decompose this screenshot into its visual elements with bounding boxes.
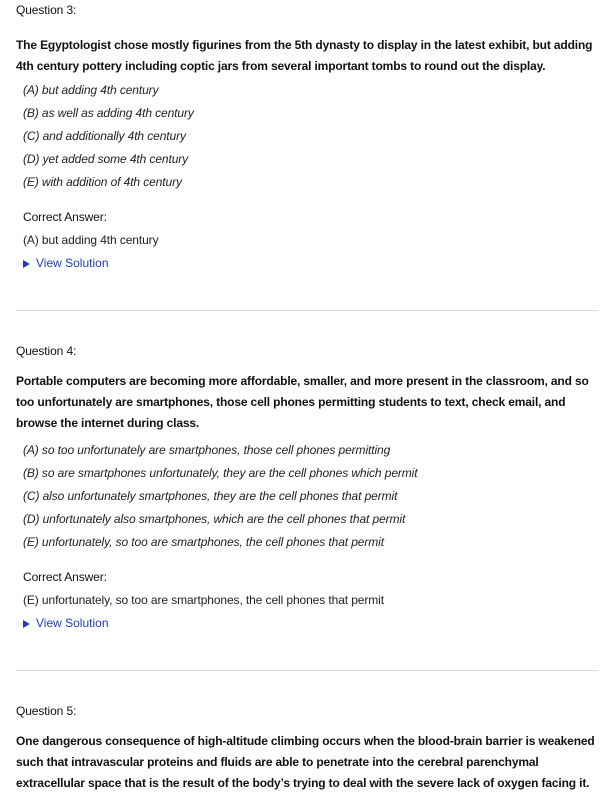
question-3-option-d[interactable]: (D) yet added some 4th century [23,152,189,166]
triangle-right-icon [23,620,30,628]
question-5-title: Question 5: [16,704,77,718]
question-3-option-e[interactable]: (E) with addition of 4th century [23,175,182,189]
question-3-view-solution-label: View Solution [36,256,109,270]
question-5-stem: One dangerous consequence of high-altitude climbing occurs when the blood-brain barrier is weakened such that intravascular proteins and fluids are able to penetrate into the cerebral parenchymal extracellular space that is the result of the body’s trying to deal with the severe lack of oxygen facing it. [16,734,595,790]
question-3-stem: The Egyptologist chose mostly figurines from the 5th dynasty to display in the latest exhibit, but adding 4th century pottery including coptic jars from several important tombs to round out the display. [16,38,593,73]
question-4-stem: Portable computers are becoming more affordable, smaller, and more present in the classroom, and so too unfortunately are smartphones, those cell phones permitting students to text, check email, and browse the internet during class. [16,374,589,430]
question-3-correct-answer: (A) but adding 4th century [23,233,159,247]
triangle-right-icon [23,260,30,268]
question-4-option-e[interactable]: (E) unfortunately, so too are smartphones, the cell phones that permit [23,535,384,549]
question-4-title: Question 4: [16,344,77,358]
question-4-option-a[interactable]: (A) so too unfortunately are smartphones, those cell phones permitting [23,443,391,457]
question-4-correct-answer-label: Correct Answer: [23,570,107,584]
question-4-option-b[interactable]: (B) so are smartphones unfortunately, they are the cell phones which permit [23,466,418,480]
question-3-option-c[interactable]: (C) and additionally 4th century [23,129,186,143]
divider [16,310,598,311]
question-4-correct-answer: (E) unfortunately, so too are smartphones, the cell phones that permit [23,593,384,607]
question-3-view-solution-link[interactable] [23,256,109,270]
question-3-correct-answer-label: Correct Answer: [23,210,107,224]
question-3-options [23,79,194,194]
divider [16,670,598,671]
question-4-view-solution-label: View Solution [36,616,109,630]
question-4-view-solution-link[interactable] [23,616,109,630]
question-3-option-a[interactable]: (A) but adding 4th century [23,83,159,97]
question-3-option-b[interactable]: (B) as well as adding 4th century [23,106,194,120]
question-3-title: Question 3: [16,3,77,17]
question-4-option-d[interactable]: (D) unfortunately also smartphones, which are the cell phones that permit [23,512,406,526]
question-4-option-c[interactable]: (C) also unfortunately smartphones, they are the cell phones that permit [23,489,398,503]
question-4-options [23,439,417,554]
